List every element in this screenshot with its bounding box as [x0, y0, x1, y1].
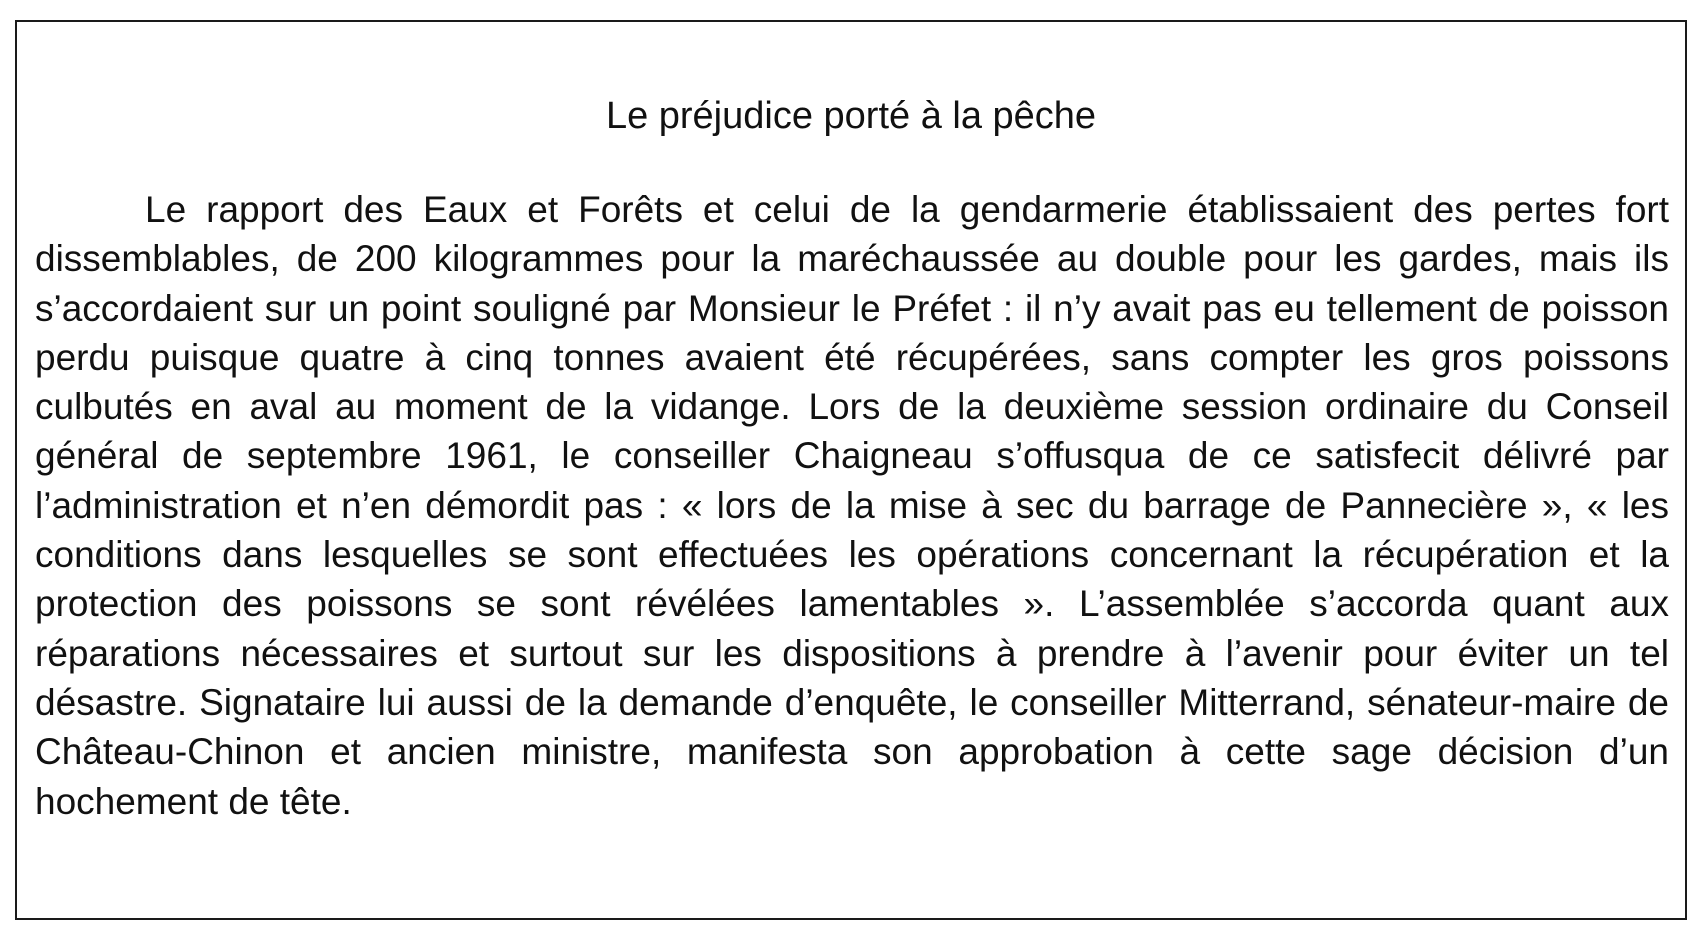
section-title: Le préjudice porté à la pêche	[605, 95, 1097, 137]
text-box-frame	[15, 20, 1687, 920]
body-paragraph: Le rapport des Eaux et Forêts et celui de la gendarmerie établissaient des pertes fort dissemblables, de 200 kilogrammes pour la maréchaussée au double pour les gardes, mais ils s’accordaient sur un point souligné par Monsieur le Préfet : il n’y avait pas eu tellement de poisson perdu puisque quatre à cinq tonnes avaient été récupérées, sans compter les gros poissons culbutés en aval au moment de la vidange. Lors de la deuxième session ordinaire du Conseil général de septembre 1961, le conseiller Chaigneau s’offusqua de ce satisfecit délivré par l’administration et n’en démordit pas : « lors de la mise à sec du barrage de Pannecière », « les conditions dans lesquelles se sont effectuées les opérations concernant la récupération et la protection des poissons se sont révélées lamentables ». L’assemblée s’accorda quant aux réparations nécessaires et surtout sur les dispositions à prendre à l’avenir pour éviter un tel désastre. Signataire lui aussi de la demande d’enquête, le conseiller Mitterrand, sénateur-maire de Château-Chinon et ancien ministre, manifesta son approbation à cette sage décision d’un hochement de tête.	[35, 189, 1669, 822]
